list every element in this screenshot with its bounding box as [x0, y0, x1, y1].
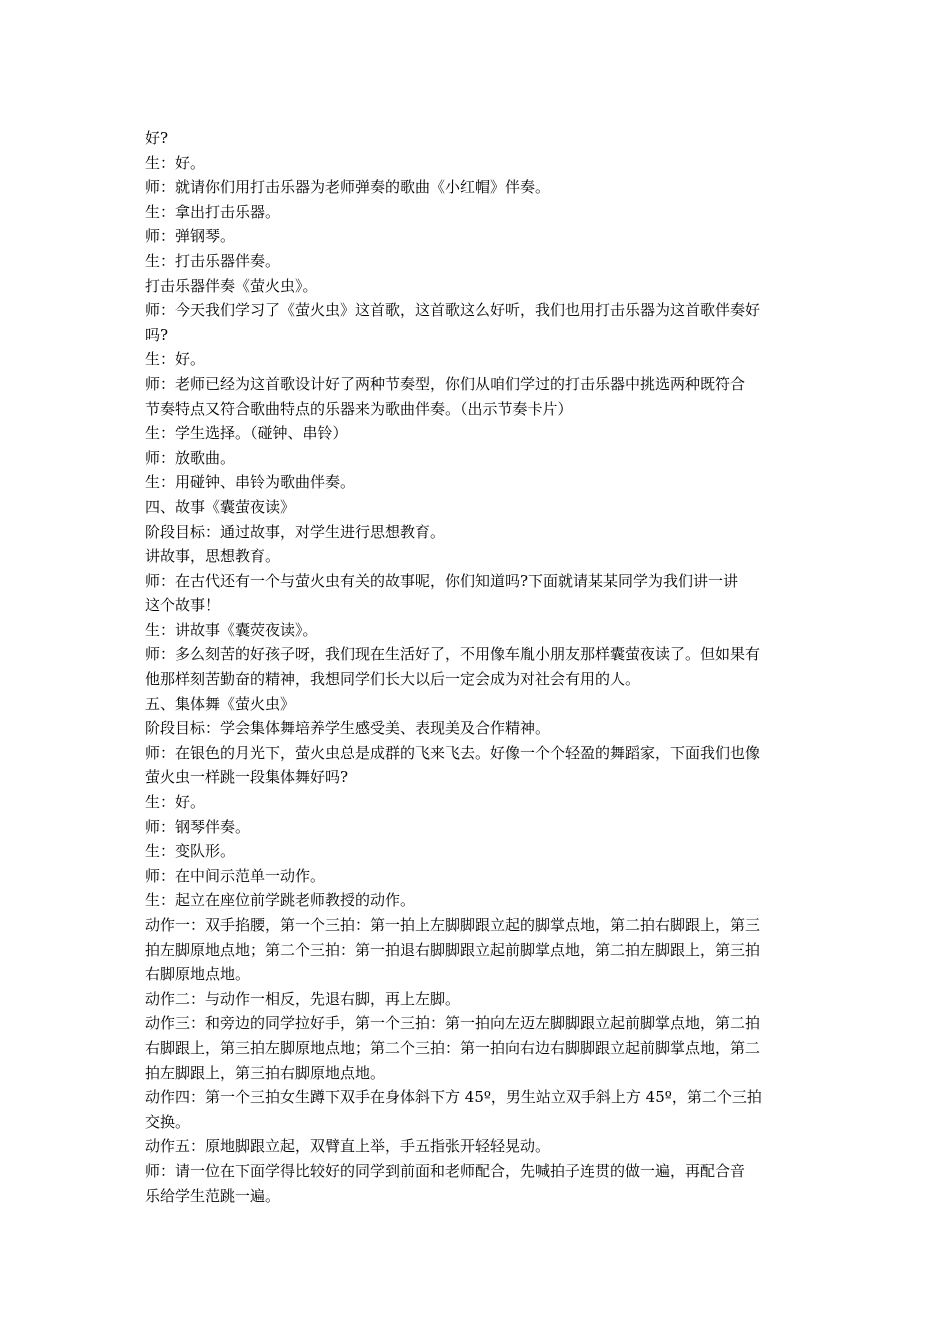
text-line: 阶段目标：学会集体舞培养学生感受美、表现美及合作精神。	[145, 719, 551, 738]
text-line: 动作四：第一个三拍女生蹲下双手在身体斜下方 45º，男生站立双手斜上方 45º，第二个三拍	[145, 1088, 762, 1107]
text-line: 师：请一位在下面学得比较好的同学到前面和老师配合，先喊拍子连贯的做一遍，再配合音	[145, 1161, 746, 1180]
text-line: 动作三：和旁边的同学拉好手，第一个三拍：第一拍向左迈左脚脚跟立起前脚掌点地，第二拍	[145, 1014, 761, 1033]
text-line: 师：在银色的月光下，萤火虫总是成群的飞来飞去。好像一个个轻盈的舞蹈家，下面我们也像	[145, 743, 761, 762]
text-line: 节奏特点又符合歌曲特点的乐器来为歌曲伴奏。（出示节奏卡片）	[145, 399, 573, 418]
section-heading: 四、故事《囊萤夜读》	[145, 497, 296, 516]
text-line: 师：在古代还有一个与萤火虫有关的故事呢，你们知道吗?下面就请某某同学为我们讲一讲	[145, 571, 739, 590]
text-line: 萤火虫一样跳一段集体舞好吗?	[145, 768, 349, 787]
text-line: 打击乐器伴奏《萤火虫》。	[145, 276, 318, 295]
text-line: 生：变队形。	[145, 842, 236, 861]
text-line: 这个故事！	[145, 596, 221, 615]
text-line: 讲故事，思想教育。	[145, 547, 281, 566]
text-line: 师：老师已经为这首歌设计好了两种节奏型，你们从咱们学过的打击乐器中挑选两种既符合	[145, 374, 746, 393]
section-heading: 五、集体舞《萤火虫》	[145, 694, 296, 713]
text-line: 右脚跟上，第三拍左脚原地点地；第二个三拍：第一拍向右边右脚脚跟立起前脚掌点地，第二	[145, 1038, 761, 1057]
text-line: 生：好。	[145, 793, 206, 812]
text-line: 右脚原地点地。	[145, 965, 251, 984]
text-line: 生：讲故事《囊荧夜读》。	[145, 620, 318, 639]
text-line: 师：就请你们用打击乐器为老师弹奏的歌曲《小红帽》伴奏。	[145, 178, 551, 197]
text-line: 师：钢琴伴奏。	[145, 817, 251, 836]
text-line: 生：好。	[145, 153, 206, 172]
text-line: 乐给学生范跳一遍。	[145, 1186, 281, 1205]
text-line: 动作五：原地脚跟立起，双臂直上举，手五指张开轻轻晃动。	[145, 1137, 551, 1156]
document-body	[145, 126, 810, 1208]
text-line: 师：弹钢琴。	[145, 227, 236, 246]
text-line: 师：今天我们学习了《萤火虫》这首歌，这首歌这么好听，我们也用打击乐器为这首歌伴奏好	[145, 301, 761, 320]
text-line: 师：放歌曲。	[145, 448, 236, 467]
text-line: 好?	[145, 129, 169, 147]
text-line: 交换。	[145, 1112, 191, 1131]
text-line: 生：学生选择。（碰钟、串铃）	[145, 424, 348, 443]
text-line: 拍左脚跟上，第三拍右脚原地点地。	[145, 1063, 386, 1082]
text-line: 动作二：与动作一相反，先退右脚，再上左脚。	[145, 989, 461, 1008]
text-line: 生：打击乐器伴奏。	[145, 251, 281, 270]
text-line: 师：在中间示范单一动作。	[145, 866, 326, 885]
text-line: 生：用碰钟、串铃为歌曲伴奏。	[145, 473, 356, 492]
text-line: 师：多么刻苦的好孩子呀，我们现在生活好了，不用像车胤小朋友那样囊萤夜读了。但如果有	[145, 645, 761, 664]
text-line: 阶段目标：通过故事，对学生进行思想教育。	[145, 522, 446, 541]
text-line: 生：起立在座位前学跳老师教授的动作。	[145, 891, 416, 910]
text-line: 生：拿出打击乐器。	[145, 202, 281, 221]
text-line: 生：好。	[145, 350, 206, 369]
text-line: 他那样刻苦勤奋的精神，我想同学们长大以后一定会成为对社会有用的人。	[145, 670, 641, 689]
text-line: 吗?	[145, 325, 169, 344]
text-line: 拍左脚原地点地；第二个三拍：第一拍退右脚脚跟立起前脚掌点地，第二拍左脚跟上，第三拍	[145, 940, 761, 959]
text-line: 动作一：双手掐腰，第一个三拍：第一拍上左脚脚跟立起的脚掌点地，第二拍右脚跟上，第三	[145, 916, 761, 934]
